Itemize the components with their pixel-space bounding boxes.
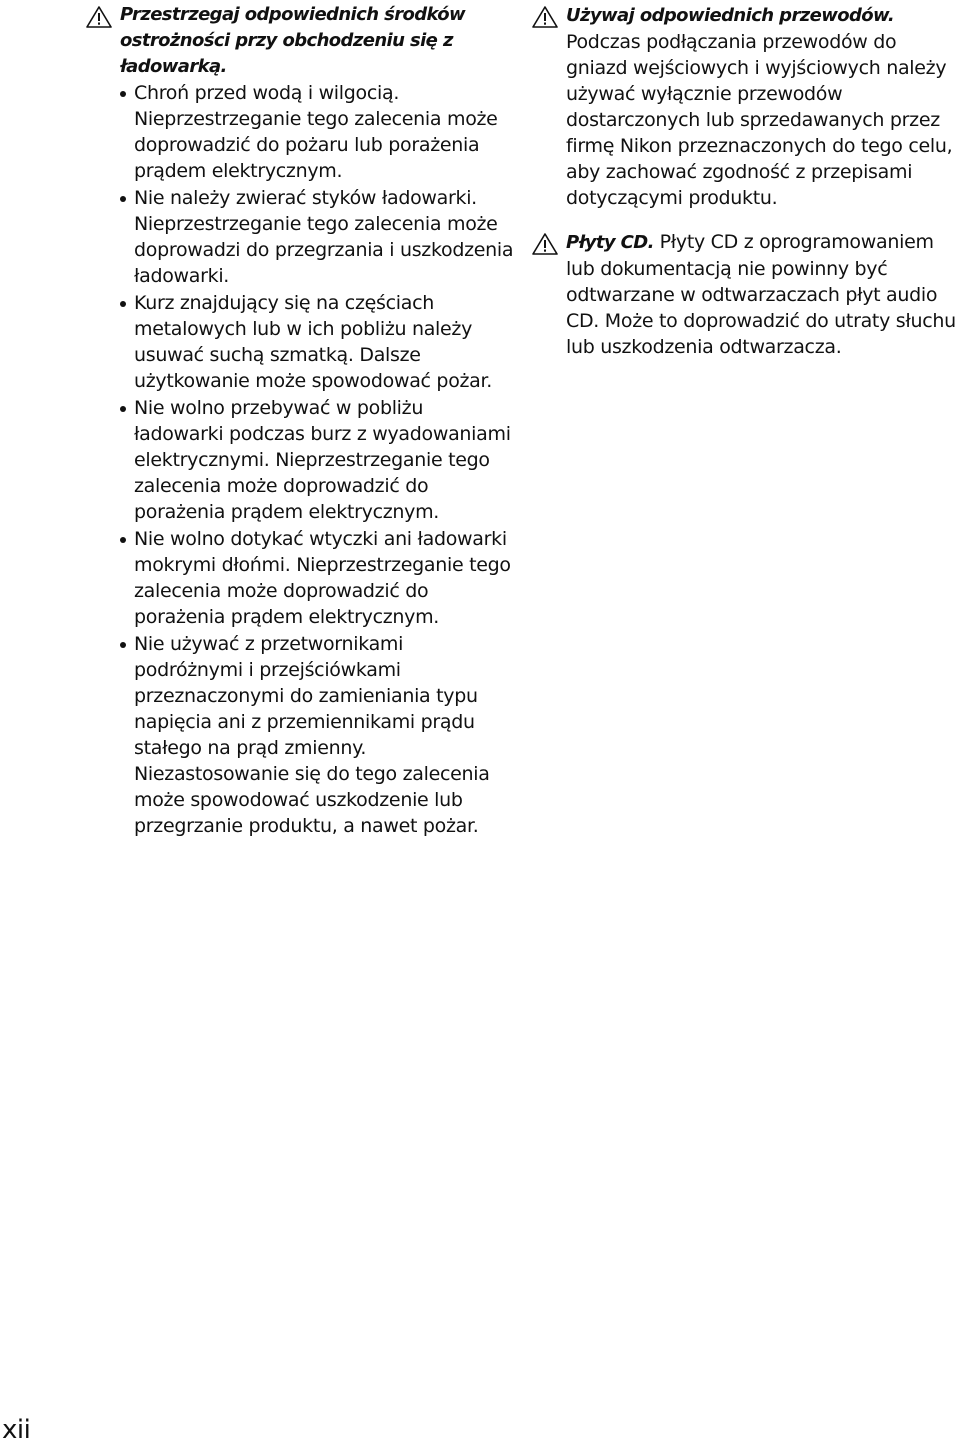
list-item: Kurz znajdujący się na częściach metalowych lub w ich pobliżu należy usuwać suchą szmatką. Dalsze użytkowanie może spowodować pożar. <box>120 290 516 394</box>
bullet-icon <box>120 196 126 202</box>
warning-triangle-icon <box>532 233 558 255</box>
bullet-icon <box>120 406 126 412</box>
list-item: Chroń przed wodą i wilgocią. Nieprzestrzeganie tego zalecenia może doprowadzić do pożaru lub porażenia prądem elektrycznym. <box>120 80 516 184</box>
left-column <box>86 2 516 857</box>
cables-warning-title: Używaj odpowiednich przewodów. <box>566 5 895 26</box>
cd-warning-title: Płyty CD. <box>566 232 654 253</box>
bullet-icon <box>120 642 126 648</box>
cd-warning-body: Płyty CD z oprogramowaniem lub dokumentacją nie powinny być odtwarzane w odtwarzaczach płyt audio CD. Może to doprowadzić do utraty słuchu lub uszkodzenia odtwarzacza. <box>566 231 956 358</box>
charger-warning-list <box>120 80 516 839</box>
cd-warning-text <box>566 229 960 360</box>
bullet-icon <box>120 301 126 307</box>
cd-warning <box>532 229 960 360</box>
warning-triangle-icon <box>532 6 558 28</box>
bullet-icon <box>120 91 126 97</box>
charger-warning-title: Przestrzegaj odpowiednich środków ostrożności przy obchodzeniu się z ładowarką. <box>120 4 466 77</box>
charger-warning <box>86 2 516 839</box>
cables-warning <box>532 2 960 211</box>
list-item: Nie wolno dotykać wtyczki ani ładowarki mokrymi dłońmi. Nieprzestrzeganie tego zalecenia może doprowadzić do porażenia prądem elektrycznym. <box>120 526 516 630</box>
right-column <box>532 2 960 378</box>
list-item: Nie należy zwierać styków ładowarki. Nieprzestrzeganie tego zalecenia może doprowadzi do przegrzania i uszkodzenia ładowarki. <box>120 185 516 289</box>
cables-warning-body: Podczas podłączania przewodów do gniazd wejściowych i wyjściowych należy używać wyłącznie przewodów dostarczonych lub sprzedawanych przez firmę Nikon przeznaczonych do tego celu, aby zachować zgodność z przepisami dotyczącymi produktu. <box>566 31 953 209</box>
list-item: Nie wolno przebywać w pobliżu ładowarki podczas burz z wyadowaniami elektrycznymi. Nieprzestrzeganie tego zalecenia może doprowadzić do porażenia prądem elektrycznym. <box>120 395 516 525</box>
page-number: xii <box>2 1415 31 1445</box>
list-item: Nie używać z przetwornikami podróżnymi i przejściówkami przeznaczonymi do zamieniania typu napięcia ani z przemiennikami prądu stałego na prąd zmienny. Niezastosowanie się do tego zalecenia może spowodować uszkodzenie lub przegrzanie produktu, a nawet pożar. <box>120 631 516 839</box>
bullet-icon <box>120 537 126 543</box>
warning-triangle-icon <box>86 6 112 28</box>
cables-warning-text <box>566 2 960 211</box>
